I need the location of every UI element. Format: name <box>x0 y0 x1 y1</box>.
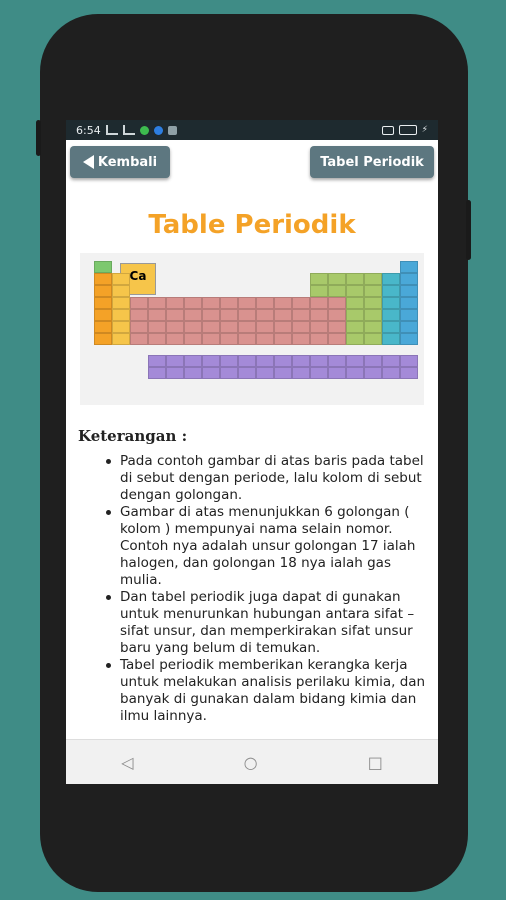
element-tile <box>328 333 346 345</box>
element-tile <box>292 367 310 379</box>
charging-icon: ⚡ <box>421 125 428 135</box>
element-tile <box>292 333 310 345</box>
element-tile <box>94 297 112 309</box>
vibrate-icon <box>382 126 394 135</box>
element-tile <box>94 309 112 321</box>
element-tile <box>184 367 202 379</box>
list-item: Tabel periodik memberikan kerangka kerja untuk melakukan analisis perilaku kimia, dan banyak di gunakan dalam bidang kimia dan ilmu lainnya. <box>120 657 432 725</box>
element-tile <box>94 333 112 345</box>
element-tile <box>364 333 382 345</box>
element-tile <box>310 321 328 333</box>
element-tile <box>364 309 382 321</box>
element-tile <box>310 309 328 321</box>
element-tile <box>346 297 364 309</box>
element-tile <box>310 333 328 345</box>
page-title: Table Periodik <box>148 210 356 240</box>
whatsapp-icon <box>140 126 149 135</box>
periodic-table-button[interactable] <box>310 146 434 178</box>
system-nav-bar <box>66 739 438 784</box>
element-tile <box>364 321 382 333</box>
element-tile <box>220 297 238 309</box>
element-tile <box>310 355 328 367</box>
element-tile <box>382 367 400 379</box>
element-tile <box>130 309 148 321</box>
keterangan-list <box>66 453 432 725</box>
element-tile <box>274 309 292 321</box>
element-tile <box>166 321 184 333</box>
element-tile <box>148 309 166 321</box>
element-tile <box>328 297 346 309</box>
element-tile <box>148 297 166 309</box>
status-time: 6:54 <box>76 123 101 137</box>
element-tile <box>346 273 364 285</box>
messenger-icon <box>154 126 163 135</box>
element-tile <box>382 333 400 345</box>
element-tile <box>238 309 256 321</box>
element-tile <box>130 321 148 333</box>
element-tile <box>364 367 382 379</box>
element-tile <box>256 321 274 333</box>
element-tile <box>202 309 220 321</box>
element-tile <box>310 285 328 297</box>
element-tile <box>220 333 238 345</box>
element-tile <box>382 285 400 297</box>
element-tile <box>364 285 382 297</box>
element-tile <box>256 367 274 379</box>
element-tile <box>310 273 328 285</box>
element-tile <box>148 367 166 379</box>
element-tile <box>202 333 220 345</box>
element-tile <box>220 321 238 333</box>
element-tile <box>382 309 400 321</box>
toolbar <box>66 140 438 190</box>
element-tile <box>346 321 364 333</box>
element-tile <box>400 367 418 379</box>
element-tile <box>130 333 148 345</box>
element-tile <box>274 333 292 345</box>
element-tile <box>364 355 382 367</box>
element-tile <box>292 355 310 367</box>
element-tile <box>202 367 220 379</box>
element-tile <box>112 309 130 321</box>
element-tile <box>166 367 184 379</box>
volume-button <box>36 120 41 156</box>
status-bar <box>66 120 438 140</box>
power-button <box>466 200 471 260</box>
element-tile <box>328 355 346 367</box>
element-tile <box>292 297 310 309</box>
element-tile <box>256 333 274 345</box>
element-tile <box>274 367 292 379</box>
periodic-table-button-label: Tabel Periodik <box>320 154 424 170</box>
element-tile <box>112 285 130 297</box>
element-tile <box>400 261 418 273</box>
element-tile <box>166 309 184 321</box>
list-item: Gambar di atas menunjukkan 6 golongan ( kolom ) mempunyai nama selain nomor. Contoh nya adalah unsur golongan 17 ialah halogen, dan golongan 18 nya ialah gas mulia. <box>120 504 432 589</box>
back-triangle-icon <box>83 155 94 169</box>
list-item: Pada contoh gambar di atas baris pada tabel di sebut dengan periode, lalu kolom di sebut dengan golongan. <box>120 453 432 504</box>
element-tile <box>148 355 166 367</box>
element-tile <box>238 333 256 345</box>
element-tile <box>130 297 148 309</box>
element-tile <box>400 355 418 367</box>
element-tile <box>166 333 184 345</box>
element-tile <box>382 321 400 333</box>
element-tile <box>238 321 256 333</box>
element-tile <box>364 273 382 285</box>
element-tile <box>256 309 274 321</box>
element-tile <box>256 297 274 309</box>
element-tile <box>184 309 202 321</box>
element-tile <box>292 309 310 321</box>
element-tile <box>256 355 274 367</box>
element-tile <box>346 285 364 297</box>
element-tile <box>400 321 418 333</box>
element-tile <box>274 355 292 367</box>
element-tile <box>274 297 292 309</box>
element-tile <box>220 309 238 321</box>
nav-home-icon[interactable]: ○ <box>243 752 258 772</box>
element-tile <box>184 321 202 333</box>
element-tile <box>220 367 238 379</box>
periodic-table-image <box>80 253 424 405</box>
element-tile <box>94 261 112 273</box>
element-tile <box>382 273 400 285</box>
element-tile <box>292 321 310 333</box>
back-button[interactable] <box>70 146 170 178</box>
element-tile <box>166 297 184 309</box>
element-tile <box>382 297 400 309</box>
element-tile <box>346 367 364 379</box>
element-tile <box>220 355 238 367</box>
element-tile <box>238 367 256 379</box>
signal-2-icon <box>123 125 135 135</box>
element-tile <box>94 273 112 285</box>
element-tile <box>202 297 220 309</box>
element-tile <box>112 333 130 345</box>
app-screen <box>66 120 438 784</box>
element-tile <box>328 321 346 333</box>
content-scroll[interactable] <box>66 190 438 740</box>
element-tile <box>346 309 364 321</box>
gallery-icon <box>168 126 177 135</box>
keterangan-heading: Keterangan : <box>78 427 188 445</box>
element-tile <box>94 285 112 297</box>
element-tile <box>112 297 130 309</box>
element-tile <box>94 321 112 333</box>
element-tile <box>310 297 328 309</box>
element-tile <box>382 355 400 367</box>
featured-element-tile: Ca <box>120 263 156 295</box>
list-item: Dan tabel periodik juga dapat di gunakan untuk menurunkan hubungan antara sifat – sifat unsur, dan memperkirakan sifat unsur baru yang belum di temukan. <box>120 589 432 657</box>
element-tile <box>184 355 202 367</box>
element-tile <box>238 297 256 309</box>
element-tile <box>328 367 346 379</box>
element-tile <box>346 355 364 367</box>
element-tile <box>328 309 346 321</box>
element-tile <box>148 321 166 333</box>
element-tile <box>184 333 202 345</box>
element-tile <box>328 285 346 297</box>
element-tile <box>310 367 328 379</box>
element-tile <box>346 333 364 345</box>
element-tile <box>400 273 418 285</box>
element-tile <box>400 285 418 297</box>
battery-icon <box>399 125 417 135</box>
back-button-label: Kembali <box>97 154 158 170</box>
nav-recents-icon[interactable]: □ <box>367 752 383 772</box>
nav-back-icon[interactable]: ◁ <box>121 752 134 772</box>
element-tile <box>364 297 382 309</box>
element-tile <box>112 321 130 333</box>
element-tile <box>148 333 166 345</box>
element-tile <box>112 273 130 285</box>
signal-icon <box>106 125 118 135</box>
element-tile <box>202 321 220 333</box>
element-tile <box>400 309 418 321</box>
element-tile <box>166 355 184 367</box>
element-tile <box>184 297 202 309</box>
element-tile <box>400 333 418 345</box>
element-tile <box>328 273 346 285</box>
element-tile <box>274 321 292 333</box>
element-tile <box>400 297 418 309</box>
element-tile <box>202 355 220 367</box>
element-tile <box>238 355 256 367</box>
